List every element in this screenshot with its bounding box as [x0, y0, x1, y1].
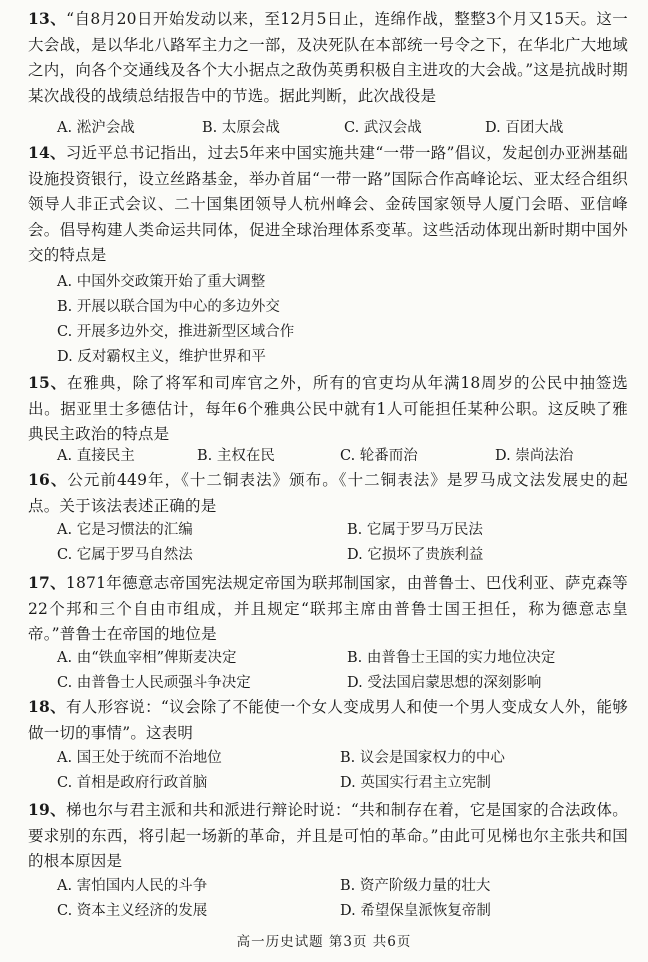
option-d[interactable]: D. 崇尚法治 [495, 448, 574, 464]
option-a[interactable]: A. 害怕国内人民的斗争 [57, 878, 208, 894]
question-text: 习近平总书记指出，过去5年来中国实施共建“一带一路”倡议，发起创办亚洲基础设施投资银行，设立丝路基金，举办首届“一带一路”国际合作高峰论坛、亚太经合组织领导人非正式会议、二十国集团领导人杭州峰会、金砖国家领导人厦门会晤、亚信峰会。倡导构建人类命运共同体，促进全球治理体系变革。这些活动体现出新时期中国外交的特点是 [28, 144, 628, 264]
question-text: 1871年德意志帝国宪法规定帝国为联邦制国家，由普鲁士、巴伐利亚、萨克森等22个邦和三个自由市组成，并且规定“联邦主席由普鲁士国王担任，称为德意志皇帝。”普鲁士在帝国的地位是 [28, 574, 628, 643]
question-text: 梯也尔与君主派和共和派进行辩论时说：“共和制存在着，它是国家的合法政体。要求别的东西，将引起一场新的革命，并且是可怕的革命。”由此可见梯也尔主张共和国的根本原因是 [28, 801, 628, 870]
option-a[interactable]: A. 它是习惯法的汇编 [57, 522, 193, 538]
question-text: 公元前449年，《十二铜表法》颁布。《十二铜表法》是罗马成文法发展史的起点。关于该法表述正确的是 [28, 471, 628, 515]
question-number: 14、 [28, 143, 66, 162]
option-d[interactable]: D. 百团大战 [485, 120, 564, 136]
option-a[interactable]: A. 国王处于统而不治地位 [57, 750, 222, 766]
question-text: “自8月20日开始发动以来，至12月5日止，连绵作战，整整3个月又15天。这一大会战，是以华北八路军主力之一部，及决死队在本部统一号令之下，在华北广大地域之内，向各个交通线及各个大小据点之敌伪英勇积极自主进攻的大会战。”这是抗战时期某次战役的战绩总结报告中的节选。据此判断，此次战役是 [28, 10, 628, 105]
option-c[interactable]: C. 首相是政府行政首脑 [57, 775, 208, 791]
option-c[interactable]: C. 由普鲁士人民顽强斗争决定 [57, 675, 251, 691]
option-c[interactable]: C. 资本主义经济的发展 [57, 903, 208, 919]
question-number: 19、 [28, 800, 66, 819]
question-number: 13、 [28, 9, 67, 28]
option-c[interactable]: C. 轮番而治 [340, 448, 418, 464]
option-b[interactable]: B. 资产阶级力量的壮大 [340, 878, 491, 894]
question-stem [28, 6, 628, 109]
option-a[interactable]: A. 中国外交政策开始了重大调整 [57, 274, 266, 290]
question-stem [28, 370, 628, 448]
question-stem [28, 140, 628, 269]
option-c[interactable]: C. 它属于罗马自然法 [57, 547, 193, 563]
option-a[interactable]: A. 淞沪会战 [57, 120, 135, 136]
question-number: 15、 [28, 373, 68, 392]
option-b[interactable]: B. 主权在民 [197, 448, 275, 464]
page-footer: 高一历史试题 第3页 共6页 [236, 934, 412, 950]
option-d[interactable]: D. 受法国启蒙思想的深刻影响 [347, 675, 542, 691]
option-d[interactable]: D. 希望保皇派恢复帝制 [340, 903, 491, 919]
question-number: 16、 [28, 470, 68, 489]
option-a[interactable]: A. 由“铁血宰相”俾斯麦决定 [57, 650, 237, 666]
question-stem [28, 797, 628, 875]
option-b[interactable]: B. 议会是国家权力的中心 [340, 750, 505, 766]
question-stem [28, 694, 628, 746]
option-b[interactable]: B. 它属于罗马万民法 [347, 522, 483, 538]
option-a[interactable]: A. 直接民主 [57, 448, 135, 464]
question-text: 有人形容说：“议会除了不能使一个女人变成男人和使一个男人变成女人外，能够做一切的事情”。这表明 [28, 698, 628, 742]
option-d[interactable]: D. 它损坏了贵族利益 [347, 547, 484, 563]
option-b[interactable]: B. 由普鲁士王国的实力地位决定 [347, 650, 556, 666]
question-number: 17、 [28, 573, 66, 592]
question-number: 18、 [28, 697, 66, 716]
option-d[interactable]: D. 英国实行君主立宪制 [340, 775, 491, 791]
option-c[interactable]: C. 武汉会战 [344, 120, 422, 136]
option-b[interactable]: B. 开展以联合国为中心的多边外交 [57, 299, 280, 315]
option-c[interactable]: C. 开展多边外交，推进新型区域合作 [57, 324, 295, 340]
option-d[interactable]: D. 反对霸权主义，维护世界和平 [57, 349, 266, 365]
question-stem [28, 467, 628, 519]
question-stem [28, 570, 628, 648]
option-b[interactable]: B. 太原会战 [202, 120, 280, 136]
question-text: 在雅典，除了将军和司库官之外，所有的官吏均从年满18周岁的公民中抽签选出。据亚里士多德估计，每年6个雅典公民中就有1人可能担任某种公职。这反映了雅典民主政治的特点是 [28, 374, 628, 443]
